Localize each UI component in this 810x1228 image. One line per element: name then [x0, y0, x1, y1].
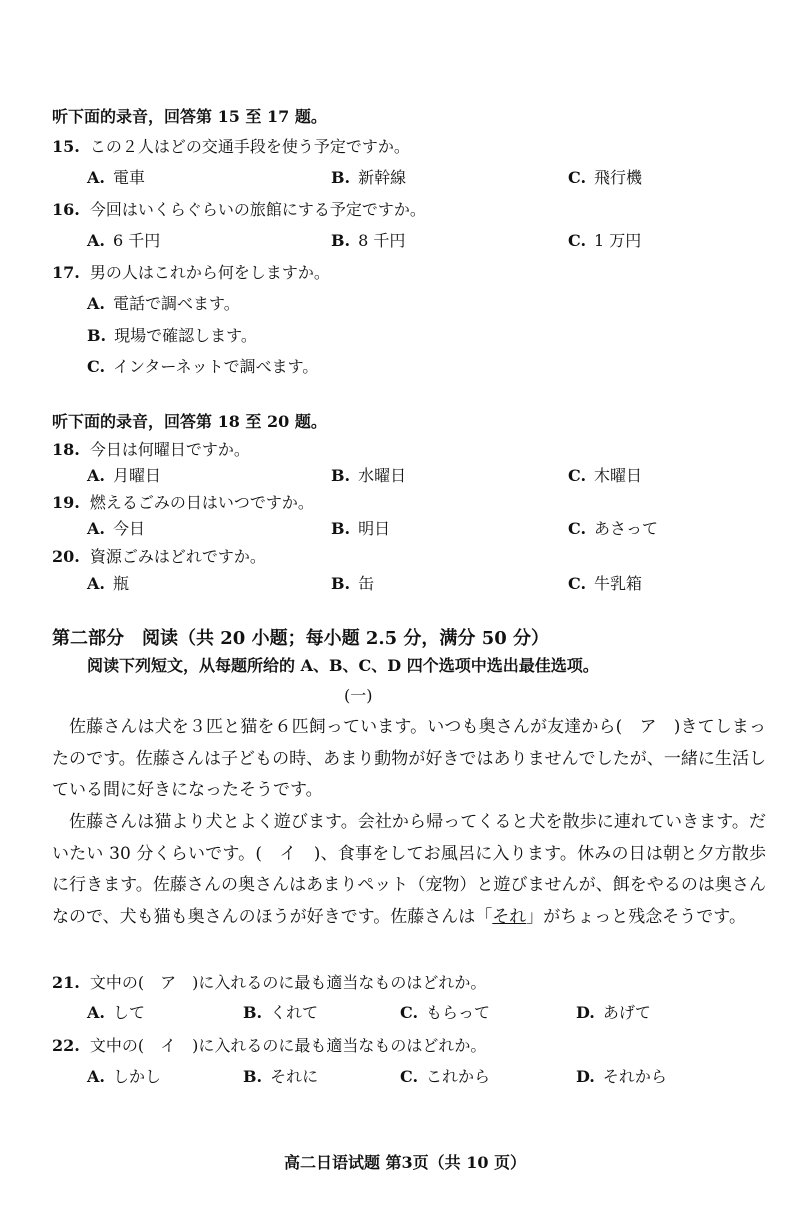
listening-instruction-1: 听下面的录音，回答第 15 至 17 题。	[52, 107, 327, 126]
question-text: この２人はどの交通手段を使う予定ですか。	[89, 137, 410, 156]
option-17-b: B. 現場で確認します。	[87, 326, 257, 345]
option-15-a: A. 電車	[87, 168, 145, 187]
option-21-c: C. もらって	[400, 1003, 491, 1022]
option-19-a: A. 今日	[87, 519, 145, 538]
question-17: 17. 男の人はこれから何をしますか。	[52, 263, 330, 282]
listening-instruction-2: 听下面的录音，回答第 18 至 20 题。	[52, 412, 327, 431]
question-16: 16. 今回はいくらぐらいの旅館にする予定ですか。	[52, 200, 426, 219]
question-20: 20. 資源ごみはどれですか。	[52, 547, 266, 566]
option-18-c: C. 木曜日	[568, 466, 643, 485]
underlined-word: それ	[492, 906, 527, 927]
question-15	[52, 137, 410, 157]
option-16-c: C. 1 万円	[568, 231, 642, 250]
option-22-b: B. それに	[243, 1067, 319, 1086]
option-18-a: A. 月曜日	[87, 466, 161, 485]
option-22-a: A. しかし	[87, 1067, 161, 1086]
option-17-a: A. 電話で調べます。	[87, 294, 240, 313]
passage-paragraph-2: 佐藤さんは猫より犬とよく遊びます。会社から帰ってくると犬を散歩に連れていきます。だいたい 30 分くらいです。( イ )、食事をしてお風呂に入ります。休みの日は朝と夕方散歩に行きます。佐藤さんの奥さんはあまりペット（宠物）と遊びませんが、餌をやるのは奥さんなので、犬も猫も奥さんのほうが好きです。佐藤さんは「それ」がちょっと残念そうです。	[52, 812, 766, 927]
page-footer: 高二日语试题 第3页（共 10 页）	[283, 1153, 527, 1172]
option-21-b: B. くれて	[243, 1003, 319, 1022]
option-19-c: C. あさって	[568, 519, 659, 538]
option-15-c: C. 飛行機	[568, 168, 643, 187]
option-20-c: C. 牛乳箱	[568, 574, 643, 593]
option-18-b: B. 水曜日	[331, 466, 407, 485]
option-22-d: D. それから	[576, 1067, 667, 1086]
option-21-a: A. して	[87, 1003, 145, 1022]
option-16-b: B. 8 千円	[331, 231, 406, 250]
section-title: 第二部分 阅读（共 20 小题；每小题 2.5 分，满分 50 分）	[52, 628, 550, 649]
passage-paragraph-1: 佐藤さんは犬を３匹と猫を６匹飼っています。いつも奥さんが友達から( ア )きてしまったのです。佐藤さんは子どもの時、あまり動物が好きではありませんでしたが、一緒に生活している間に好きになったそうです。	[52, 717, 766, 800]
question-18: 18. 今日は何曜日ですか。	[52, 440, 250, 459]
option-20-a: A. 瓶	[87, 574, 129, 593]
question-19: 19. 燃えるごみの日はいつですか。	[52, 493, 314, 512]
question-21: 21. 文中の( ア )に入れるのに最も適当なものはどれか。	[52, 973, 487, 992]
passage-label: (一)	[344, 686, 373, 705]
option-20-b: B. 缶	[331, 574, 375, 593]
option-21-d: D. あげて	[576, 1003, 651, 1022]
option-17-c: C. インターネットで調べます。	[87, 357, 319, 376]
option-19-b: B. 明日	[331, 519, 391, 538]
option-22-c: C. これから	[400, 1067, 491, 1086]
option-16-a: A. 6 千円	[87, 231, 161, 250]
question-number: 15.	[52, 137, 80, 156]
reading-instruction: 阅读下列短文，从每题所给的 A、B、C、D 四个选项中选出最佳选项。	[87, 656, 599, 675]
option-15-b: B. 新幹線	[331, 168, 407, 187]
question-22: 22. 文中の( イ )に入れるのに最も適当なものはどれか。	[52, 1036, 487, 1055]
